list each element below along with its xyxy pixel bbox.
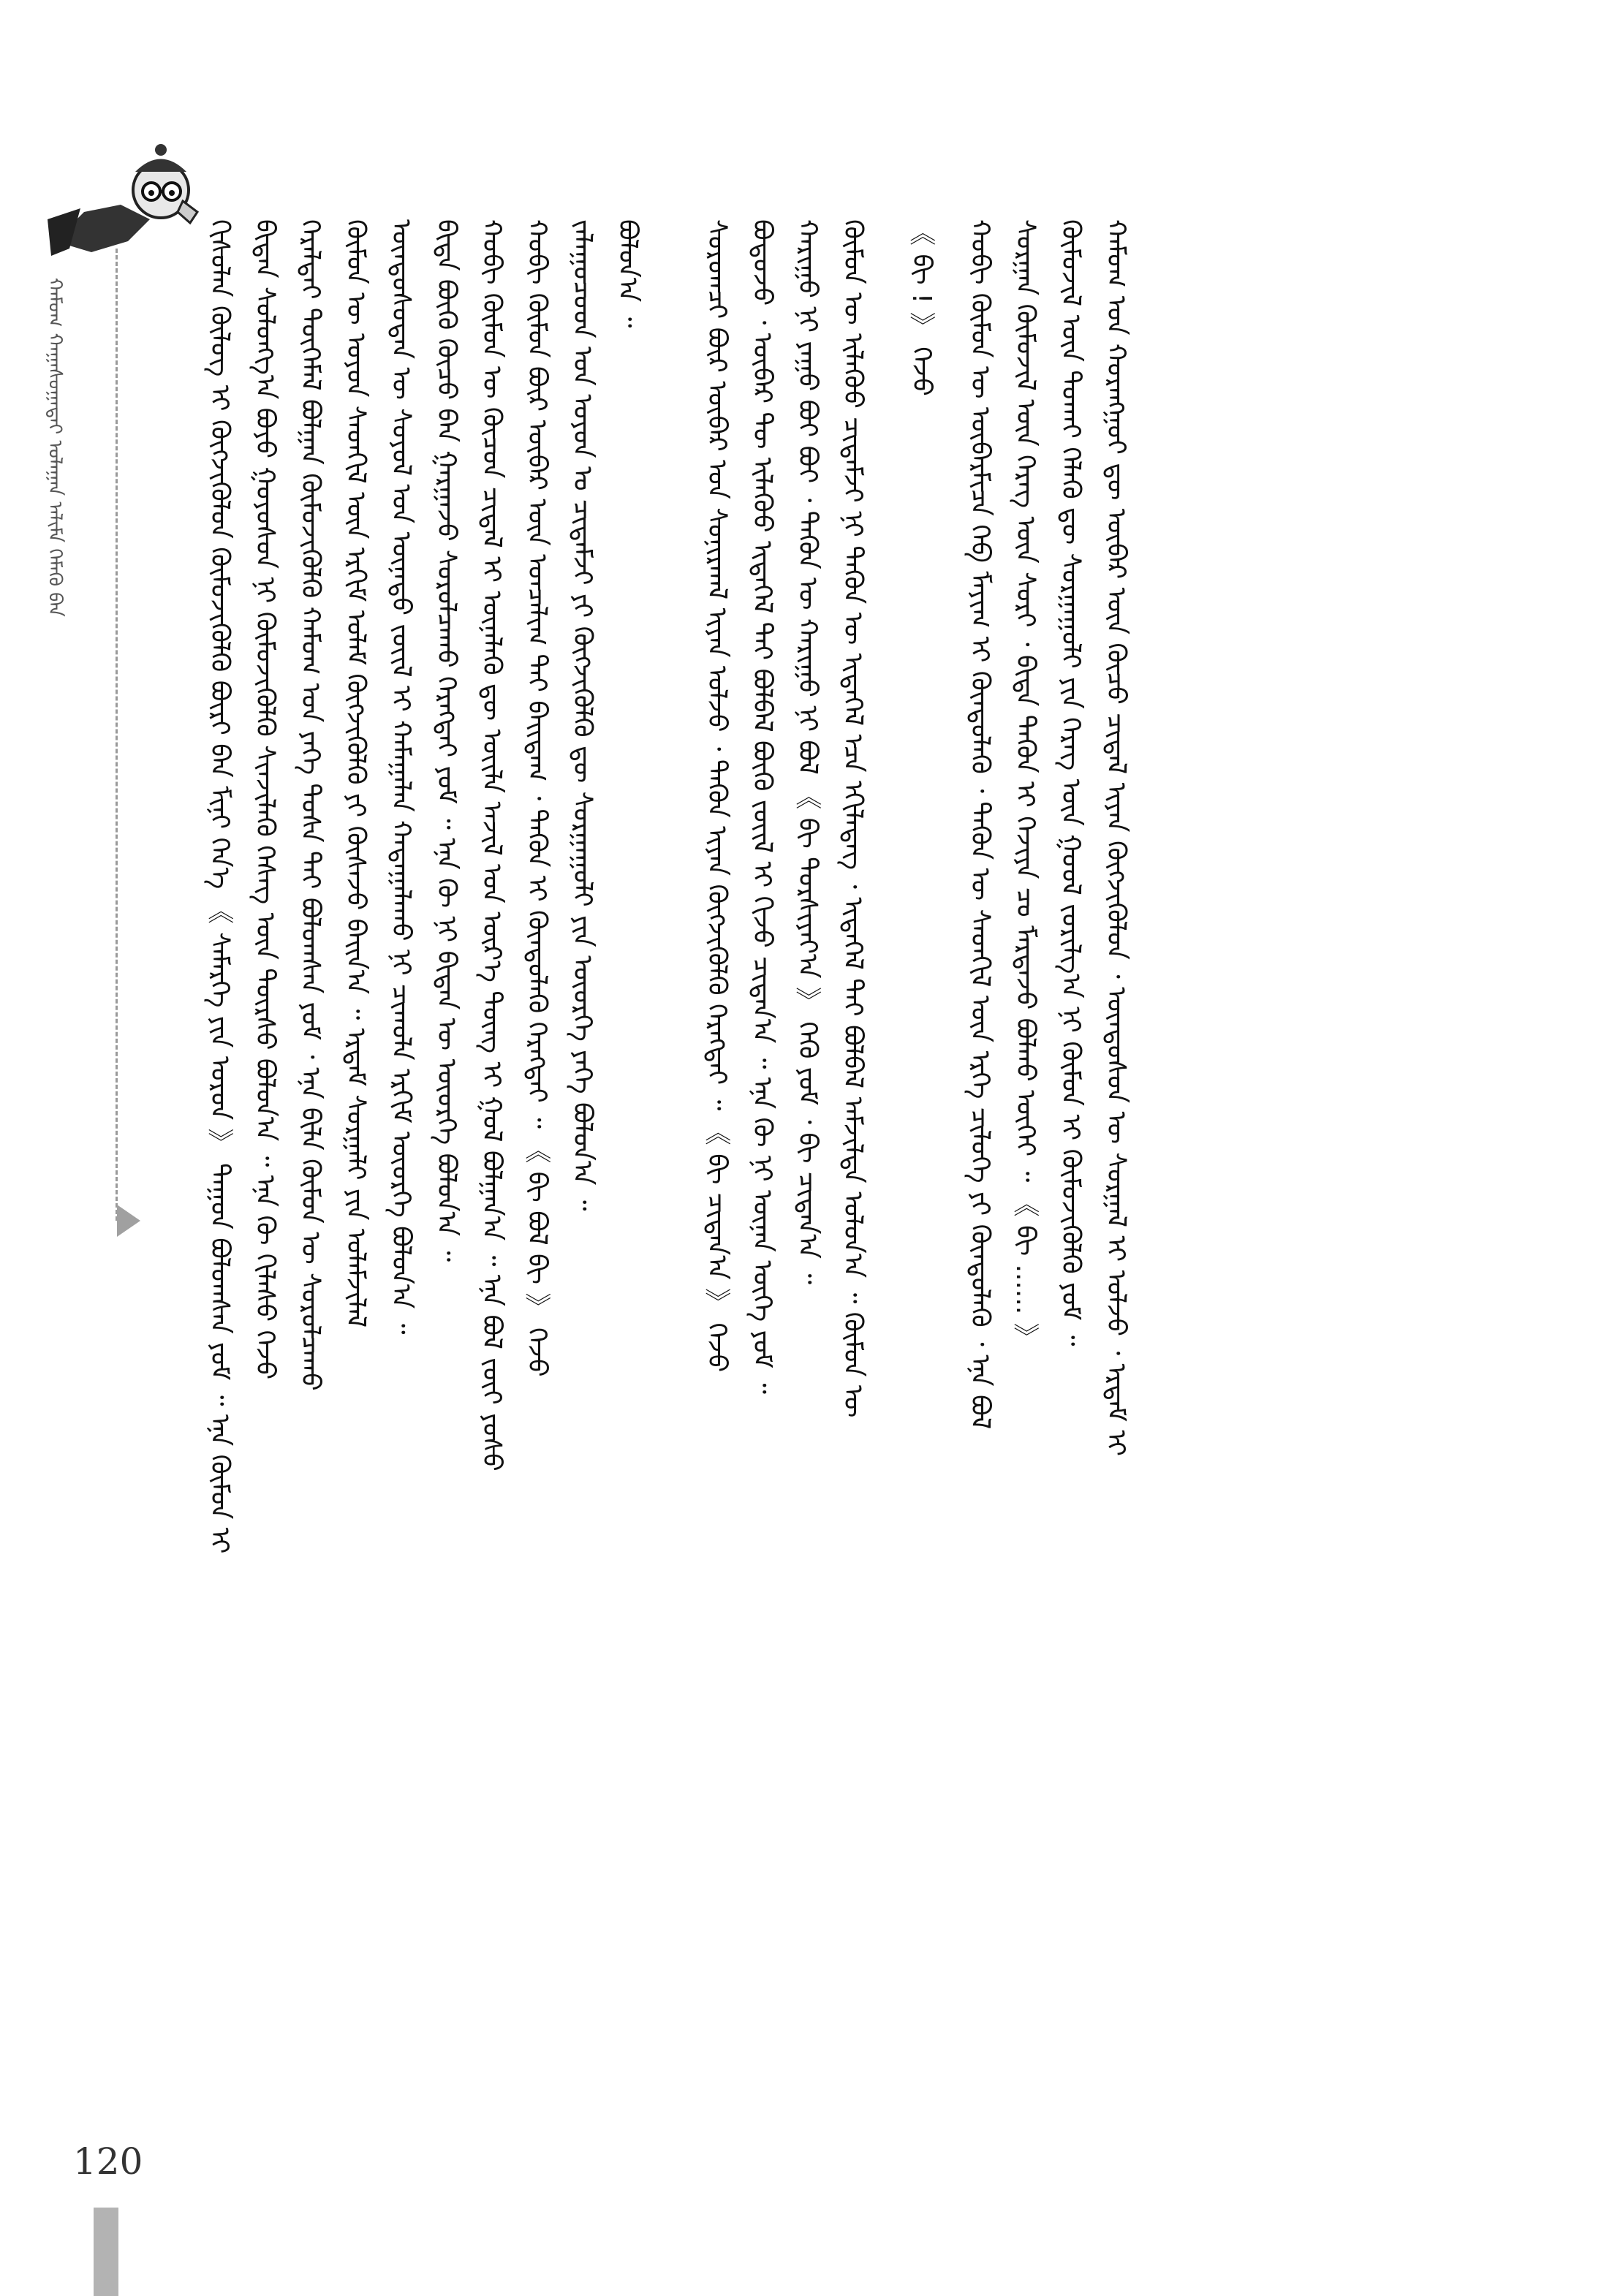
text-column: 《 ᠪᠢ ! 》 ᠭᠡᠵᠦ [907, 219, 937, 396]
header-divider [116, 249, 118, 1221]
text-column: ᠦᠨᠳᠦᠰᠦᠲᠡᠨ ᠦ ᠰᠣᠶᠤᠯ ᠤᠨ ᠦᠨᠡᠲᠦ ᠵᠦᠢᠯ ᠢ ᠬᠠᠮᠠᠭᠠᠯᠠᠨ ᠬᠠᠳᠠᠭᠠᠯᠠᠬᠤ ᠨᠢ ᠴᠢᠬᠤᠯᠠ ᠡᠷᠬᠢᠮ ᠦᠦᠷᠭᠡ ᠪᠣᠯᠤᠨ᠎ᠠ ᠃ [386, 219, 416, 1335]
text-column: ᠰᠤᠷᠭᠠᠨ ᠬᠦᠮᠦᠵᠢᠯ ᠦᠨ ᠬᠡᠷᠡᠭ ᠦᠨ ᠰᠤᠷᠢ ᠂ ᠪᠢᠳᠡ ᠲᠡᠭᠦᠨ ᠢ ᠬᠡᠵᠢᠶᠡ ᠴᠤ ᠮᠠᠷᠲᠠᠵᠤ ᠪᠣᠯᠬᠤ ᠦᠭᠡᠢ ᠃ 《 ᠪᠢ ...... 》 [1010, 219, 1040, 1349]
text-column: ᠬᠦᠮᠦᠨ ᠦ ᠢᠯᠡᠭᠦᠦ ᠴᠢᠳᠠᠮᠵᠢ ᠨᠢ ᠲᠡᠭᠦᠨ ᠦ ᠢᠲᠡᠭᠡᠯ ᠡᠴᠡ ᠡᠬᠢᠯᠡᠳᠡᠭ ᠂ ᠢᠲᠡᠭᠡᠯ ᠲᠡᠢ ᠪᠣᠯᠪᠠᠯ ᠠᠮᠵᠢᠯᠲᠠ ᠣᠯᠤᠨ᠎ᠠ ᠃ ᠬᠦᠮᠦᠨ ᠦ [838, 219, 868, 1418]
text-column: ᠬᠤᠪᠢ ᠬᠦᠮᠦᠨ ᠦ ᠬᠦᠴᠦᠨ ᠴᠢᠳᠠᠯ ᠢ ᠦᠨᠡᠯᠡᠬᠦ ᠳᠦ ᠦᠢᠯᠡ ᠠᠵᠢᠯ ᠤᠨ ᠦᠷ᠎ᠡ ᠳᠦᠩ ᠢ ᠭᠣᠯ ᠪᠣᠯᠭᠠᠨ᠎ᠠ ᠃ ᠡᠨᠡ ᠪᠣᠯ ᠵᠦᠢ ᠶᠣᠰᠣ [477, 219, 507, 1471]
text-column: ᠬᠠᠮᠤᠭ ᠤᠨ ᠬᠤᠷᠠᠩᠭᠤᠢ ᠳᠦ ᠥᠪᠡᠷ ᠦᠨ ᠬᠦᠴᠦ ᠴᠢᠳᠠᠯ ᠢᠶᠡᠨ ᠬᠥᠭᠵᠢᠭᠦᠯᠦᠨ ᠂ ᠦᠨᠳᠦᠰᠦᠨ ᠦ ᠰᠤᠷᠭᠠᠯ ᠢ ᠣᠯᠵᠤ ᠂ ᠡᠷᠳᠡᠮ ᠢ [1101, 219, 1131, 1457]
text-column: ᠰᠤᠷᠤᠭᠴᠢ ᠪᠦᠷ ᠥᠪᠡᠷ ᠤᠨ ᠰᠣᠨᠢᠷᠬᠠᠯ ᠢᠶᠡᠨ ᠣᠯᠵᠤ ᠂ ᠲᠡᠭᠦᠨ ᠢᠶᠡᠨ ᠬᠦᠭᠵᠢᠭᠦᠯᠬᠦ ᠬᠡᠷᠡᠭᠲᠡᠢ ᠃ 《 ᠪᠢ ᠴᠢᠳᠠᠨ᠎ᠠ 》 ᠭᠡᠵᠦ [702, 219, 732, 1373]
text-column: ᠵᠠᠯᠠᠭᠤᠴᠤᠳ ᠤᠨ ᠣᠶᠤᠨ ᠤ ᠴᠢᠳᠠᠮᠵᠢ ᠶᠢ ᠬᠦᠭᠵᠢᠭᠦᠯᠬᠦ ᠳᠦ ᠰᠤᠷᠭᠠᠭᠤᠯᠢ ᠶᠢᠨ ᠦᠦᠷᠭᠡ ᠶᠡᠬᠡ ᠪᠣᠯᠤᠨ᠎ᠠ ᠃ [567, 219, 597, 1211]
page-number: 120 [73, 2140, 143, 2183]
text-column: ᠬᠤᠪᠢ ᠬᠦᠮᠦᠨ ᠪᠦᠷ ᠦᠪᠡᠷ ᠦᠨ ᠣᠨᠴᠠᠯᠢᠭ ᠲᠠᠢ ᠪᠠᠢᠳᠠᠭ ᠂ ᠲᠡᠭᠦᠨ ᠢ ᠬᠦᠨᠳᠦᠯᠡᠬᠦ ᠬᠡᠷᠡᠭᠲᠡᠢ ᠃ 《 ᠪᠢ ᠪᠣᠯ ᠪᠢ 》 ᠭᠡᠵᠦ [522, 219, 552, 1377]
arrow-marker-icon [117, 1205, 140, 1237]
text-column: ᠬᠦᠮᠦᠨ ᠦ ᠣᠶᠤᠨ ᠰᠡᠳᠭᠢᠯ ᠦᠨ ᠡᠷᠬᠢᠮ ᠤᠯᠠᠮ ᠬᠦᠭᠵᠢᠭᠦᠯᠬᠦ ᠶᠢ ᠬᠦᠰᠡᠵᠦ ᠪᠠᠢᠨ᠎ᠠ ᠃ ᠡᠷᠳᠡᠮ ᠰᠤᠷᠭᠠᠯᠢ ᠶᠢᠨ ᠤᠯᠠᠮᠵᠢᠯᠠᠯ [341, 219, 371, 1328]
running-head: ᠬᠠᠮᠤᠭ ᠬᠠᠭᠠᠰᠤᠭᠠᠳᠠᠢ ᠤᠯᠠᠭᠠᠨ ᠠᠯᠢᠮᠠ ᠬᠡᠮᠡᠬᠦ ᠪᠡᠨ [44, 278, 66, 617]
body-text [197, 219, 1572, 2193]
text-column: ᠪᠢᠳᠡᠨ ᠰᠣᠯᠣᠩᠭ᠎ᠠ ᠪᠤᠶᠤ ᠭᠤᠶᠤᠰᠤᠨ ᠨᠢ ᠬᠦᠮᠦᠵᠢᠭᠦᠯᠬᠦ ᠰᠢᠨᠵᠢᠯᠡᠬᠦ ᠬᠡᠰᠡᠭ ᠦᠨ ᠳᠦᠷᠰᠦ ᠪᠣᠯᠤᠨ᠎ᠠ ᠃ ᠡᠨᠡ ᠬᠦ ᠬᠢᠯᠠᠰᠤ ᠭᠡᠵᠦ [250, 219, 280, 1380]
text-column: ᠪᠣᠯᠤᠨ᠎ᠠ ᠃ [613, 219, 643, 328]
mascot-illustration [40, 132, 201, 263]
text-column: ᠬᠢᠰᠦᠯᠡᠨ ᠬᠦᠯᠦᠭ ᠢ ᠬᠦᠭᠵᠢᠭᠦᠯᠦᠨ ᠬᠦᠮᠦᠵᠢᠭᠦᠯᠬᠦ ᠪᠦᠷᠢ ᠪᠠᠨ ᠮᠢᠨᠢ ᠭᠡᠨ᠎ᠡ 《 ᠰᠡᠮᠡᠷᠭᠡ ᠶᠢᠨ ᠤᠷᠤᠨ 》 ᠳᠠᠭᠤᠨ ᠪᠣᠯᠤᠭᠰᠠᠨ ᠶᠤᠮ ᠃ ᠡᠨᠡ ᠬᠦᠮᠦᠨ ᠢ [205, 219, 235, 1554]
text-column: ᠪᠢᠳᠡ ᠪᠦᠬᠦ ᠬᠦᠴᠦ ᠪᠡᠨ ᠭᠠᠷᠭᠠᠵᠤ ᠰᠤᠷᠤᠯᠴᠠᠬᠤ ᠬᠡᠷᠡᠭᠲᠡᠢ ᠶᠤᠮ ᠃ ᠡᠨᠡ ᠬᠦ ᠨᠢ ᠪᠢᠳᠡᠨ ᠦ ᠦᠦᠷᠭᠡ ᠪᠣᠯᠤᠨ᠎ᠠ ᠃ [431, 219, 461, 1262]
text-column: ᠬᠦᠮᠦᠵᠢᠯ ᠦᠨ ᠲᠤᠬᠠᠢ ᠬᠡᠯᠡᠬᠦ ᠳᠦ ᠰᠤᠷᠭᠠᠭᠤᠯᠢ ᠶᠢᠨ ᠬᠡᠷᠡᠭ ᠦᠨ ᠭᠣᠣᠯ ᠵᠣᠷᠢᠯᠭ᠎ᠠ ᠨᠢ ᠬᠦᠮᠦᠨ ᠢ ᠬᠦᠮᠦᠵᠢᠭᠦᠯᠬᠦ ᠶᠤᠮ ᠃ [1056, 219, 1086, 1346]
text-column: ᠪᠣᠳᠣᠵᠤ ᠂ ᠥᠪᠡᠷ ᠲᠦ ᠢᠯᠡᠭᠦᠦ ᠢᠲᠡᠭᠡᠯ ᠲᠡᠢ ᠪᠣᠯᠪᠠᠯ ᠪᠦᠬᠦ ᠵᠦᠢᠯ ᠢ ᠬᠢᠵᠦ ᠴᠢᠳᠠᠨ᠎ᠠ ᠃ ᠡᠨᠡ ᠬᠦ ᠨᠢ ᠦᠨᠡᠨ ᠦᠭᠡ ᠶᠤᠮ ᠃ [747, 219, 777, 1394]
text-column: ᠭᠡᠷᠡᠯᠲᠡᠢ ᠲᠦᠭᠡᠮᠡᠯ ᠪᠣᠯᠭᠠᠨ ᠬᠦᠮᠦᠵᠢᠭᠦᠯᠬᠦ ᠬᠠᠮᠤᠭ ᠤᠨ ᠶᠡᠬᠡ ᠲᠤᠰᠠ ᠲᠠᠢ ᠪᠣᠯᠤᠭᠰᠠᠨ ᠶᠤᠮ ᠂ ᠡᠨᠡ ᠪᠢᠯᠡ ᠬᠦᠮᠦᠨ ᠦ ᠰᠤᠷᠤᠯᠴᠠᠬᠤ [295, 219, 325, 1391]
text-column: ᠬᠤᠪᠢ ᠬᠦᠮᠦᠨ ᠦ ᠥᠪᠡᠷᠮᠢᠴᠡ ᠬᠡᠪ ᠮᠠᠶᠢᠭ ᠢ ᠬᠦᠨᠳᠦᠯᠡᠬᠦ ᠂ ᠲᠡᠭᠦᠨ ᠦ ᠰᠡᠳᠬᠢᠯ ᠦᠨ ᠡᠷᠬᠡ ᠴᠢᠯᠦᠭᠡ ᠶᠢ ᠬᠦᠨᠳᠦᠯᠡᠬᠦ ᠂ ᠡᠨᠡ ᠪᠣᠯ [965, 219, 995, 1430]
text-column: ᠬᠠᠷᠢᠭᠤ ᠨᠢ ᠶᠠᠭᠤ ᠪᠤᠢ ᠪᠤᠢ ᠂ ᠲᠡᠭᠦᠨ ᠦ ᠬᠠᠷᠢᠭᠤ ᠨᠢ ᠪᠣᠯ 《 ᠪᠢ ᠲᠤᠷᠰᠢᠶᠠᠶ᠎ᠠ 》 ᠭᠡᠬᠦ ᠶᠤᠮ ᠂ ᠪᠢ ᠴᠢᠳᠠᠨ᠎ᠠ ᠃ [792, 219, 822, 1285]
thumb-tab [94, 2208, 118, 2296]
